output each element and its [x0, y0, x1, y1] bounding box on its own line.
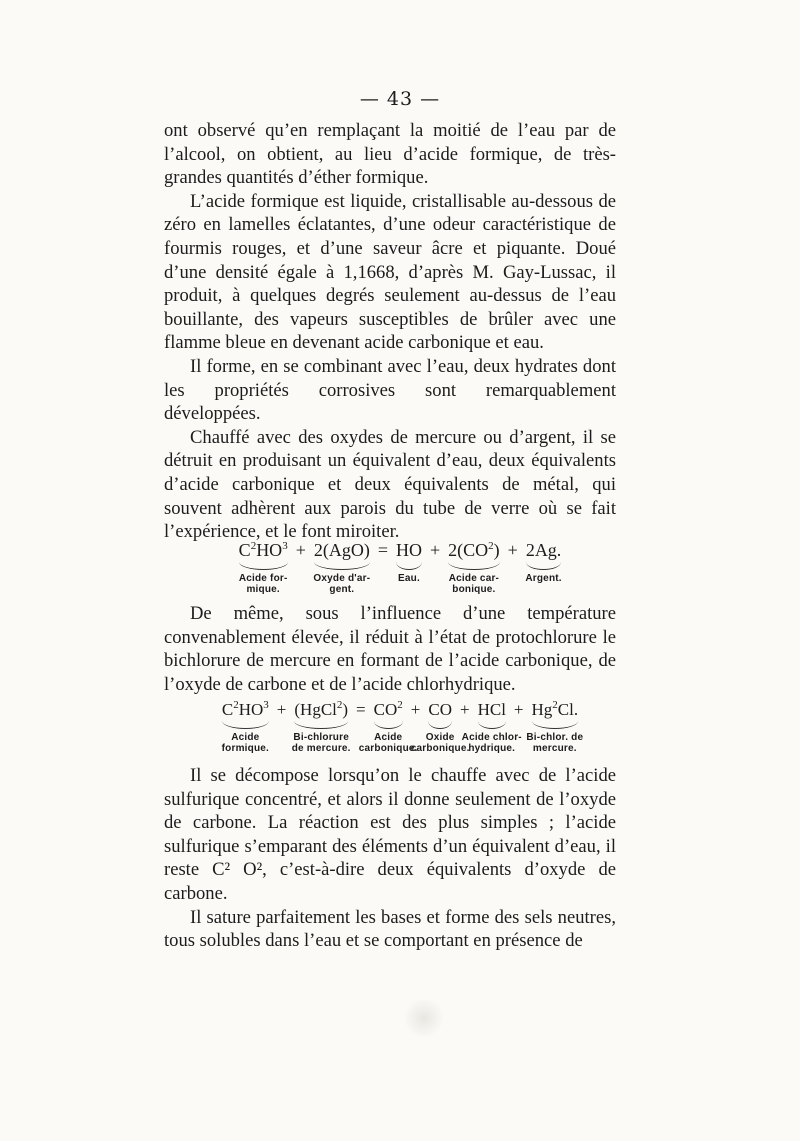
- term-caption: Acide chlor- hydrique.: [461, 732, 522, 754]
- equation-term: [525, 540, 562, 584]
- underbrace: [294, 721, 348, 729]
- formula: CO: [428, 700, 452, 719]
- underbrace: [526, 562, 562, 570]
- underbrace: [532, 721, 579, 729]
- term-caption: Acide car- bonique.: [448, 573, 500, 595]
- operator: +: [513, 700, 524, 719]
- term-caption: Bi-chlor. de mercure.: [526, 732, 584, 754]
- operator: +: [410, 700, 421, 719]
- equation-term: [221, 699, 270, 754]
- formula: $2(CO^2)$: [448, 540, 500, 560]
- equation-term: [448, 540, 500, 595]
- term-caption: Eau.: [398, 573, 420, 584]
- paragraph: L’acide formique est liquide, cristallisable au-dessous de zéro en lamelles éclatantes, d’une odeur caractéristique de fourmis rouges, et d’une saveur âcre et piquante. Doué d’une densité égale à 1,1668, d’après M. Gay-Lussac, il produit, à quelques degrés seulement au-dessus de l’eau bouillante, des vapeurs susceptibles de brûler avec une flamme bleue en devenant acide carbonique et eau.: [164, 190, 616, 354]
- paragraph: Il se décompose lorsqu’on le chauffe avec de l’acide sulfurique concentré, et alors il donne seulement de l’oxyde de carbone. La réaction est des plus simples ; l’acide sulfurique s’emparant des éléments d’un équivalent d’eau, il reste C² O², c’est-à-dire deux équivalents d’oxyde de carbone.: [164, 765, 616, 904]
- underbrace: [448, 562, 500, 570]
- chemical-equation-2: [0, 699, 800, 754]
- equation-term: [291, 699, 351, 754]
- equation-term: [410, 700, 470, 754]
- term-caption: Acide formique.: [221, 732, 270, 754]
- operator: +: [430, 540, 441, 560]
- equation-term: [396, 540, 422, 584]
- formula: $CO^2$: [373, 699, 403, 719]
- term-caption: Argent.: [525, 573, 562, 584]
- underbrace: [478, 721, 506, 729]
- text-block-lower: [164, 764, 616, 953]
- operator: +: [459, 700, 470, 719]
- text-block-middle: [164, 602, 616, 696]
- formula: $C^2HO^3$: [221, 699, 269, 719]
- operator: +: [507, 540, 518, 560]
- formula: 2(AgO): [313, 540, 370, 560]
- text-block-upper: [164, 119, 616, 544]
- paper-stain: [404, 998, 444, 1038]
- underbrace: [396, 562, 422, 570]
- term-caption: Oxyde d'ar- gent.: [313, 573, 371, 595]
- formula: Hg$^2$Cl.: [531, 699, 579, 719]
- paragraph: Il forme, en se combinant avec l’eau, deux hydrates dont les propriétés corrosives sont remarquablement développées.: [164, 355, 616, 425]
- underbrace: [314, 562, 370, 570]
- term-caption: Acide for- mique.: [238, 573, 288, 595]
- equation-term: [358, 699, 418, 754]
- formula: (HgCl$^2$): [294, 699, 349, 719]
- operator: =: [377, 540, 388, 560]
- term-caption: Acide carbonique.: [358, 732, 418, 754]
- formula: $C^2HO^3$: [238, 540, 288, 560]
- equation-term: [238, 540, 288, 595]
- operator: +: [295, 540, 306, 560]
- page-number: — 43 —: [359, 88, 441, 110]
- paragraph: Il sature parfaitement les bases et forme des sels neutres, tous solubles dans l’eau et se comportant en présence de: [164, 906, 616, 952]
- paragraph: Chauffé avec des oxydes de mercure ou d’argent, il se détruit en produisant un équivalent d’eau, deux équivalents d’acide carbonique et deux équivalents de métal, qui souvent adhèrent aux parois du tube de verre où se fait l’expérience, et le font miroiter.: [164, 426, 616, 543]
- paragraph: De même, sous l’influence d’une température convenablement élevée, il réduit à l’état de protochlorure le bichlorure de mercure en formant de l’acide carbonique, de l’oxyde de carbone et de l’acide chlorhydrique.: [164, 603, 616, 695]
- chemical-equation-1: [0, 540, 800, 595]
- paragraph: ont observé qu’en remplaçant la moitié de l’eau par de l’alcool, on obtient, au lieu d’acide formique, de très-grandes quantités d’éther formique.: [164, 120, 616, 189]
- formula: 2Ag.: [525, 540, 562, 560]
- term-caption: Bi-chlorure de mercure.: [291, 732, 351, 754]
- underbrace: [239, 562, 288, 570]
- term-caption: Oxide carbonique.: [410, 732, 470, 754]
- underbrace: [428, 721, 452, 729]
- equation-term: [313, 540, 371, 595]
- formula: HO: [396, 540, 422, 560]
- underbrace: [374, 721, 403, 729]
- equation-term: [526, 699, 584, 754]
- operator: +: [276, 700, 287, 719]
- equation-term: [461, 700, 522, 754]
- operator: =: [356, 700, 366, 719]
- formula: HCl: [477, 700, 506, 719]
- underbrace: [222, 721, 269, 729]
